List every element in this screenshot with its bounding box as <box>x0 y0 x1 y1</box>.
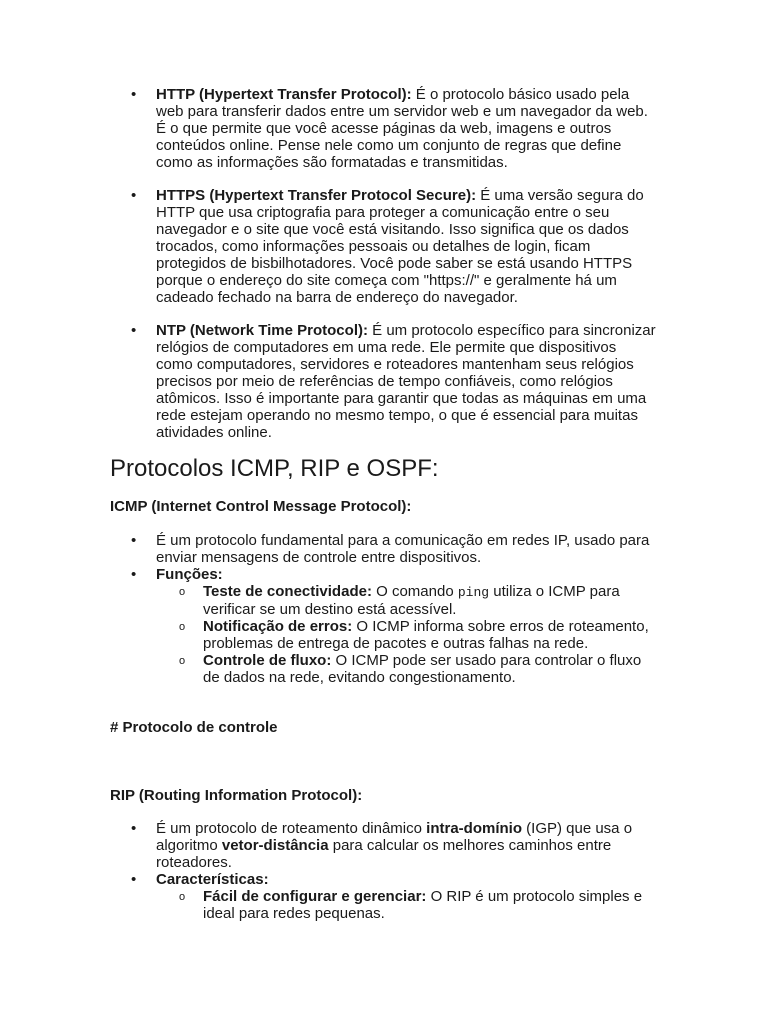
function-connectivity <box>0 583 658 618</box>
function-flow-control <box>0 652 658 686</box>
f2-text: O ICMP informa sobre erros de roteamento, problemas de entrega de pacotes e outras falhas na rede. <box>203 618 649 652</box>
f1-post: utiliza o ICMP para verificar se um destino está acessível. <box>203 583 620 618</box>
list-item-https <box>0 187 656 306</box>
f1-pre: O comando <box>371 583 458 600</box>
icmp-functions-list <box>0 583 768 686</box>
features-label: Características: <box>156 871 269 888</box>
functions-label: Funções: <box>156 566 223 583</box>
f3-term: Controle de fluxo: <box>203 652 332 669</box>
rip-item-features <box>0 871 656 888</box>
desc-https: É uma versão segura do HTTP que usa criptografia para proteger a comunicação entre o seu navegador e o site que você está visitando. Isso significa que os dados trocados, como informações pessoais ou detalhes de login, ficam protegidos de bisbilhotadores. Você pode saber se está usando HTTPS porque o endereço do site começa com "https://" e geralmente há um cadeado fechado na barra de endereço do navegador. <box>156 187 644 306</box>
intro-list <box>0 86 768 171</box>
f2-term: Notificação de erros: <box>203 618 353 635</box>
rip-list <box>0 820 768 888</box>
rip-text-c: (IGP) que usa o algoritmo <box>156 820 633 854</box>
rip-text-a: É um protocolo de roteamento dinâmico <box>156 820 427 837</box>
feature-easy-config <box>0 888 658 922</box>
desc-ntp: É um protocolo específico para sincronizar relógios de computadores em uma rede. Ele permite que dispositivos como computadores, servidores e roteadores mantenham seus relógios precisos por meio de referências de tempo confiáveis, como relógios atômicos. Isso é importante para garantir que todas as máquinas em uma rede estejam operando no mesmo tempo, o que é essencial para muitas atividades online. <box>156 322 656 441</box>
rip-text-e: para calcular os melhores caminhos entre roteadores. <box>156 837 612 871</box>
desc-http: É o protocolo básico usado pela web para transferir dados entre um servidor web e um navegador da web. É o que permite que você acesse páginas da web, imagens e outros conteúdos online. Pense nele como um conjunto de regras que define como as informações são formatadas e transmitidas. <box>156 86 648 171</box>
intro-list-2 <box>0 187 768 306</box>
ping-code: ping <box>457 585 490 600</box>
rip-term-intra: intra-domínio <box>426 820 522 837</box>
icmp-item-functions <box>0 566 656 583</box>
list-item-http <box>0 86 656 171</box>
section-title: Protocolos ICMP, RIP e OSPF: <box>110 455 439 482</box>
intro-list-3 <box>0 322 768 441</box>
f3-text: O ICMP pode ser usado para controlar o fluxo de dados na rede, evitando congestionamento. <box>203 652 642 686</box>
rip-term-vector: vetor-distância <box>221 837 329 854</box>
term-ntp: NTP (Network Time Protocol): <box>156 322 368 339</box>
term-https: HTTPS (Hypertext Transfer Protocol Secure): <box>156 187 477 204</box>
icmp-heading: ICMP (Internet Control Message Protocol): <box>110 498 412 515</box>
f1-term: Teste de conectividade: <box>203 583 372 600</box>
function-errors <box>0 618 658 652</box>
c1-text: O RIP é um protocolo simples e ideal para redes pequenas. <box>203 888 643 922</box>
control-heading: # Protocolo de controle <box>110 719 278 736</box>
c1-term: Fácil de configurar e gerenciar: <box>203 888 427 905</box>
rip-item-definition <box>0 820 656 871</box>
icmp-item-definition: • É um protocolo fundamental para a comunicação em redes IP, usado para enviar mensagens de controle entre dispositivos. <box>0 532 656 566</box>
rip-heading: RIP (Routing Information Protocol): <box>110 787 363 804</box>
list-item-ntp <box>0 322 656 441</box>
rip-features-list <box>0 888 768 922</box>
icmp-list <box>0 532 768 583</box>
term-http: HTTP (Hypertext Transfer Protocol): <box>156 86 412 103</box>
